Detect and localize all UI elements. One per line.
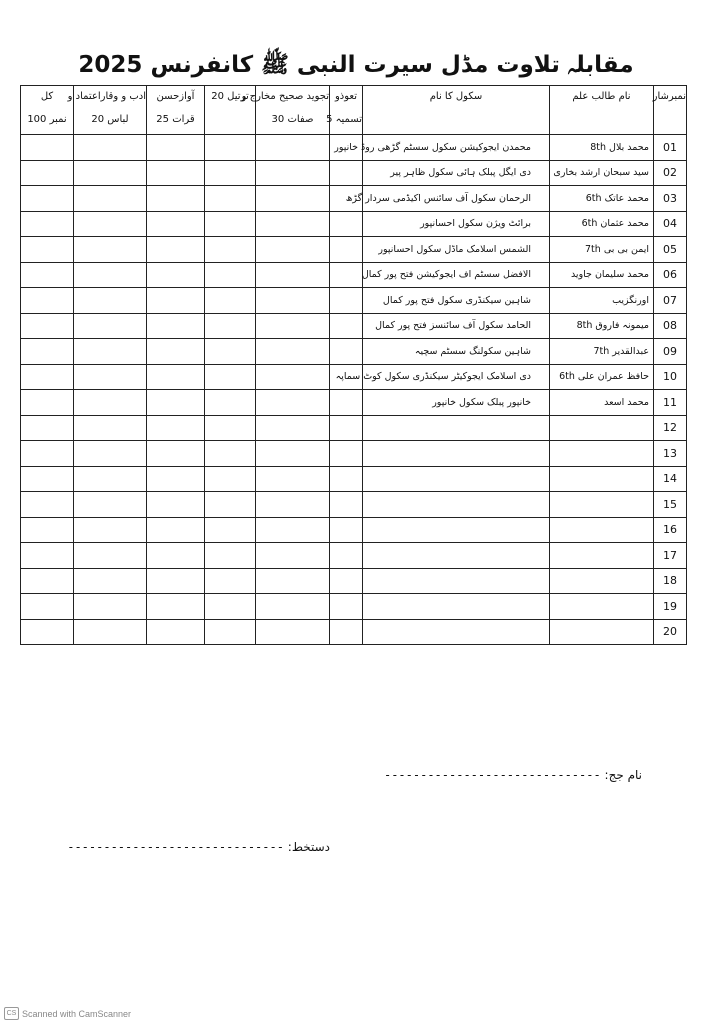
awaz-cell — [147, 262, 205, 288]
taawuz-cell — [330, 441, 363, 467]
total-cell — [21, 466, 74, 492]
total-cell — [21, 211, 74, 237]
tajweed-cell — [256, 186, 330, 212]
table-row — [21, 568, 687, 594]
taawuz-cell — [330, 237, 363, 263]
student-cell — [550, 619, 654, 645]
serial-cell: 06 — [654, 262, 687, 288]
marks-table — [20, 85, 687, 645]
signature-label: دستخط: — [287, 840, 330, 854]
student-cell: سید سبحان ارشد بخاری — [550, 160, 654, 186]
adab-cell — [74, 262, 147, 288]
student-cell: محمد عثمان 6th — [550, 211, 654, 237]
tajweed-cell — [256, 415, 330, 441]
total-cell — [21, 517, 74, 543]
school-cell: دی ایگل پبلک ہائی سکول ظاہر پیر — [363, 160, 550, 186]
adab-cell — [74, 517, 147, 543]
serial-cell: 16 — [654, 517, 687, 543]
serial-cell: 07 — [654, 288, 687, 314]
tajweed-cell — [256, 237, 330, 263]
serial-cell: 15 — [654, 492, 687, 518]
table-row — [21, 211, 687, 237]
total-cell — [21, 568, 74, 594]
table-row — [21, 543, 687, 569]
adab-cell — [74, 288, 147, 314]
student-cell: محمد عاتک 6th — [550, 186, 654, 212]
serial-cell: 05 — [654, 237, 687, 263]
header-adab: ادب و وقاراعتماد و لباس 20 — [74, 86, 147, 135]
header-tajweed: تجوید صحیح مخارج و صفات 30 — [256, 86, 330, 135]
total-cell — [21, 594, 74, 620]
tarteel-cell — [205, 568, 256, 594]
serial-cell: 13 — [654, 441, 687, 467]
table-row — [21, 186, 687, 212]
awaz-cell — [147, 237, 205, 263]
student-cell: اورنگزیب — [550, 288, 654, 314]
total-cell — [21, 237, 74, 263]
total-cell — [21, 160, 74, 186]
table-row — [21, 313, 687, 339]
tarteel-cell — [205, 237, 256, 263]
table-row — [21, 160, 687, 186]
tajweed-cell — [256, 160, 330, 186]
serial-cell: 20 — [654, 619, 687, 645]
tajweed-cell — [256, 364, 330, 390]
total-cell — [21, 288, 74, 314]
adab-cell — [74, 160, 147, 186]
serial-cell: 10 — [654, 364, 687, 390]
tarteel-cell — [205, 186, 256, 212]
taawuz-cell — [330, 543, 363, 569]
table-row — [21, 237, 687, 263]
school-cell: خانپور پبلک سکول خانپور — [363, 390, 550, 416]
tarteel-cell — [205, 594, 256, 620]
school-cell: الشمس اسلامک ماڈل سکول احسانپور — [363, 237, 550, 263]
tajweed-cell — [256, 492, 330, 518]
tarteel-cell — [205, 517, 256, 543]
tajweed-cell — [256, 543, 330, 569]
taawuz-cell — [330, 568, 363, 594]
table-row — [21, 364, 687, 390]
serial-cell: 03 — [654, 186, 687, 212]
taawuz-cell — [330, 313, 363, 339]
school-cell: شاہین سیکنڈری سکول فتح پور کمال — [363, 288, 550, 314]
student-cell — [550, 517, 654, 543]
awaz-cell — [147, 211, 205, 237]
header-serial: نمبرشار — [654, 86, 687, 135]
school-cell: شاہین سکولنگ سسٹم سچیہ — [363, 339, 550, 365]
awaz-cell — [147, 594, 205, 620]
tajweed-cell — [256, 288, 330, 314]
table-row — [21, 492, 687, 518]
school-cell — [363, 568, 550, 594]
total-cell — [21, 313, 74, 339]
total-cell — [21, 492, 74, 518]
school-cell: دی اسلامک ایجوکیٹر سیکنڈری سکول کوٹ سماپہ — [363, 364, 550, 390]
tajweed-cell — [256, 313, 330, 339]
serial-cell: 08 — [654, 313, 687, 339]
page-title: مقابلہ تلاوت مڈل سیرت النبی ﷺ کانفرنس 2025 — [78, 52, 634, 78]
total-cell — [21, 135, 74, 161]
awaz-cell — [147, 441, 205, 467]
tarteel-cell — [205, 262, 256, 288]
serial-cell: 18 — [654, 568, 687, 594]
tajweed-cell — [256, 619, 330, 645]
school-cell: برائٹ ویژن سکول احسانپور — [363, 211, 550, 237]
awaz-cell — [147, 135, 205, 161]
table-row — [21, 390, 687, 416]
tarteel-cell — [205, 339, 256, 365]
total-cell — [21, 390, 74, 416]
awaz-cell — [147, 313, 205, 339]
tarteel-cell — [205, 390, 256, 416]
taawuz-cell — [330, 390, 363, 416]
header-awaz: آوازحسن قرات 25 — [147, 86, 205, 135]
serial-cell: 02 — [654, 160, 687, 186]
adab-cell — [74, 466, 147, 492]
tarteel-cell — [205, 313, 256, 339]
adab-cell — [74, 441, 147, 467]
adab-cell — [74, 390, 147, 416]
tajweed-cell — [256, 594, 330, 620]
total-cell — [21, 415, 74, 441]
school-cell — [363, 492, 550, 518]
tajweed-cell — [256, 568, 330, 594]
total-cell — [21, 441, 74, 467]
taawuz-cell — [330, 619, 363, 645]
serial-cell: 14 — [654, 466, 687, 492]
scanner-watermark — [4, 1007, 131, 1020]
student-cell: محمد اسعد — [550, 390, 654, 416]
taawuz-cell — [330, 211, 363, 237]
taawuz-cell — [330, 415, 363, 441]
serial-cell: 11 — [654, 390, 687, 416]
table-row — [21, 135, 687, 161]
adab-cell — [74, 186, 147, 212]
awaz-cell — [147, 288, 205, 314]
tarteel-cell — [205, 543, 256, 569]
total-cell — [21, 339, 74, 365]
tarteel-cell — [205, 441, 256, 467]
total-cell — [21, 619, 74, 645]
student-cell — [550, 543, 654, 569]
scanner-text: Scanned with CamScanner — [22, 1008, 132, 1019]
awaz-cell — [147, 390, 205, 416]
taawuz-cell — [330, 288, 363, 314]
tajweed-cell — [256, 390, 330, 416]
adab-cell — [74, 339, 147, 365]
awaz-cell — [147, 364, 205, 390]
student-cell — [550, 568, 654, 594]
adab-cell — [74, 594, 147, 620]
table-row — [21, 262, 687, 288]
serial-cell: 04 — [654, 211, 687, 237]
table-row — [21, 415, 687, 441]
school-cell: الافضل سسٹم اف ایجوکیشن فتح پور کمال — [363, 262, 550, 288]
total-cell — [21, 262, 74, 288]
taawuz-cell — [330, 517, 363, 543]
adab-cell — [74, 568, 147, 594]
student-cell — [550, 415, 654, 441]
student-cell — [550, 594, 654, 620]
adab-cell — [74, 492, 147, 518]
tajweed-cell — [256, 135, 330, 161]
tajweed-cell — [256, 262, 330, 288]
taawuz-cell — [330, 262, 363, 288]
awaz-cell — [147, 186, 205, 212]
table-row — [21, 466, 687, 492]
awaz-cell — [147, 415, 205, 441]
awaz-cell — [147, 466, 205, 492]
awaz-cell — [147, 543, 205, 569]
school-cell: محمدن ایجوکیشن سکول سسٹم گڑھی روڈ خانپور — [363, 135, 550, 161]
header-taawuz: تعوذو تسمیہ 5 — [330, 86, 363, 135]
total-cell — [21, 364, 74, 390]
tajweed-cell — [256, 339, 330, 365]
serial-cell: 17 — [654, 543, 687, 569]
tajweed-cell — [256, 466, 330, 492]
school-cell — [363, 441, 550, 467]
tarteel-cell — [205, 364, 256, 390]
header-total: کل نمبر 100 — [21, 86, 74, 135]
tarteel-cell — [205, 619, 256, 645]
tarteel-cell — [205, 288, 256, 314]
student-cell: محمد سلیمان جاوید — [550, 262, 654, 288]
camscanner-icon: CS — [4, 1007, 19, 1020]
table-header-row — [21, 86, 687, 135]
school-cell: الرحمان سکول آف سائنس اکیڈمی سردار گڑھ — [363, 186, 550, 212]
signature-blank: ------------------------------ — [67, 840, 284, 854]
student-cell — [550, 441, 654, 467]
table-body — [21, 135, 687, 645]
student-cell — [550, 466, 654, 492]
judge-name-label: نام جج: — [604, 768, 642, 782]
tajweed-cell — [256, 441, 330, 467]
tarteel-cell — [205, 160, 256, 186]
total-cell — [21, 186, 74, 212]
adab-cell — [74, 415, 147, 441]
tarteel-cell — [205, 492, 256, 518]
header-student: نام طالب علم — [550, 86, 654, 135]
taawuz-cell — [330, 594, 363, 620]
tajweed-cell — [256, 517, 330, 543]
tarteel-cell — [205, 135, 256, 161]
serial-cell: 12 — [654, 415, 687, 441]
taawuz-cell — [330, 492, 363, 518]
taawuz-cell — [330, 160, 363, 186]
signature-line — [67, 840, 330, 854]
student-cell — [550, 492, 654, 518]
student-cell: محمد بلال 8th — [550, 135, 654, 161]
header-tarteel: ترتیل 20 — [205, 86, 256, 135]
table-row — [21, 339, 687, 365]
student-cell: حافظ عمران علی 6th — [550, 364, 654, 390]
school-cell — [363, 466, 550, 492]
header-school: سکول کا نام — [363, 86, 550, 135]
student-cell: ایمن بی بی 7th — [550, 237, 654, 263]
taawuz-cell — [330, 339, 363, 365]
adab-cell — [74, 313, 147, 339]
adab-cell — [74, 364, 147, 390]
total-cell — [21, 543, 74, 569]
school-cell — [363, 415, 550, 441]
awaz-cell — [147, 619, 205, 645]
student-cell: میمونہ فاروق 8th — [550, 313, 654, 339]
adab-cell — [74, 211, 147, 237]
adab-cell — [74, 543, 147, 569]
tarteel-cell — [205, 415, 256, 441]
table-row — [21, 288, 687, 314]
awaz-cell — [147, 339, 205, 365]
awaz-cell — [147, 568, 205, 594]
serial-cell: 19 — [654, 594, 687, 620]
school-cell — [363, 619, 550, 645]
awaz-cell — [147, 492, 205, 518]
serial-cell: 09 — [654, 339, 687, 365]
student-cell: عبدالقدیر 7th — [550, 339, 654, 365]
judge-name-line — [384, 768, 642, 782]
school-cell — [363, 517, 550, 543]
taawuz-cell — [330, 466, 363, 492]
table-row — [21, 441, 687, 467]
tarteel-cell — [205, 211, 256, 237]
table-row — [21, 517, 687, 543]
school-cell — [363, 543, 550, 569]
awaz-cell — [147, 160, 205, 186]
school-cell: الحامد سکول آف سائنسز فتح پور کمال — [363, 313, 550, 339]
tarteel-cell — [205, 466, 256, 492]
awaz-cell — [147, 517, 205, 543]
school-cell — [363, 594, 550, 620]
table-row — [21, 619, 687, 645]
serial-cell: 01 — [654, 135, 687, 161]
tajweed-cell — [256, 211, 330, 237]
adab-cell — [74, 619, 147, 645]
judge-name-blank: ------------------------------ — [383, 768, 601, 782]
table-row — [21, 594, 687, 620]
adab-cell — [74, 135, 147, 161]
adab-cell — [74, 237, 147, 263]
